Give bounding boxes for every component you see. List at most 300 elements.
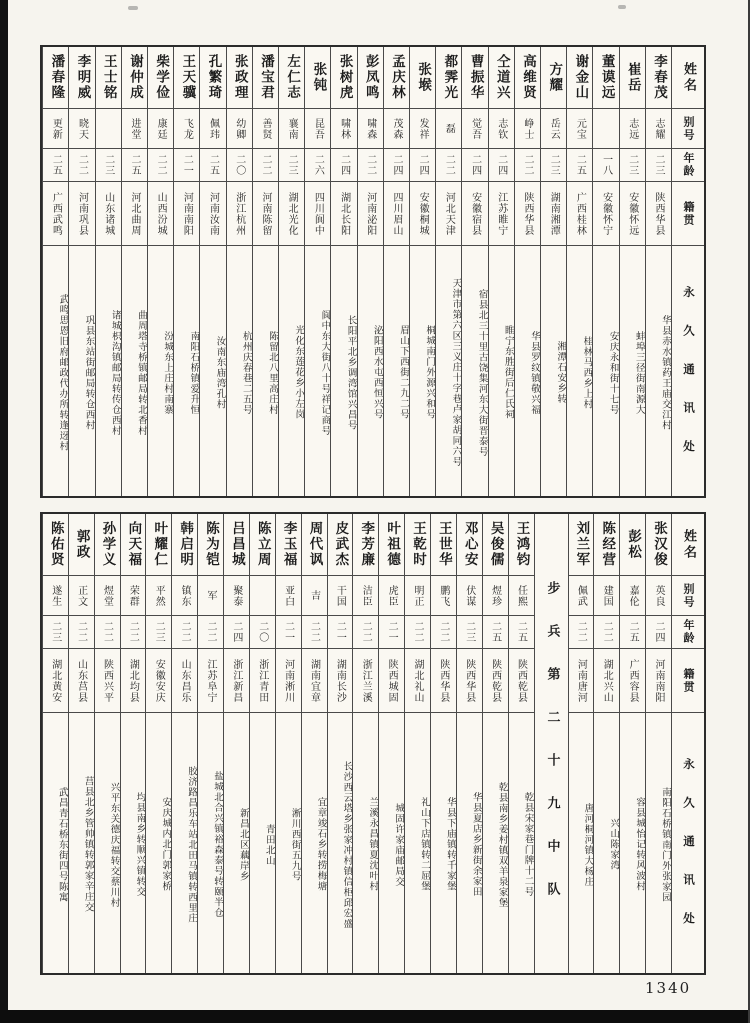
person-name: 柴学俭 [148, 47, 173, 109]
person-alias: 峥士 [515, 109, 540, 149]
person-name: 谢仲成 [122, 47, 147, 109]
person-address: 汝南东庙湾孔村 [214, 335, 226, 410]
person-address: 桂林马西乡上村 [581, 335, 593, 410]
person-address: 华县赤水镇药王庙交江村 [660, 314, 671, 431]
person-column [121, 47, 147, 496]
person-address: 曲周塔寺桥镇邮局转北香村 [135, 309, 147, 436]
person-address: 兰溪永昌镇夏沈叶村 [367, 797, 379, 892]
person-age: 二一 [328, 616, 353, 649]
person-native: 浙江杭州 [227, 182, 252, 246]
person-alias: 幼卿 [227, 109, 252, 149]
person-address: 淅川西街五九号 [289, 807, 301, 882]
person-address: 莒县北乡管帅镇转郭家辛庄交 [82, 776, 94, 913]
person-name: 谢金山 [567, 47, 592, 109]
person-address: 乾县南乡姜村镇双羊泉家堡 [496, 781, 508, 908]
person-address: 安庆城内北门郭家桥 [160, 797, 172, 892]
person-column [68, 47, 94, 496]
person-column [566, 47, 592, 496]
person-alias: 军 [198, 576, 223, 616]
person-age: 二〇 [227, 149, 252, 182]
person-native: 安徽桐城 [410, 182, 435, 246]
person-native: 河北曲周 [122, 182, 147, 246]
person-age: 二二 [69, 149, 94, 182]
person-age: 二二 [436, 149, 461, 182]
person-column [223, 514, 249, 973]
person-native: 河南巩县 [69, 182, 94, 246]
person-column [456, 514, 482, 973]
person-address: 南阳石桥镇南门外张家园 [660, 786, 671, 903]
column-header-age: 年龄 [672, 149, 704, 182]
person-column [145, 514, 171, 973]
person-address: 长阳平北乡调湾馆兴昌号 [345, 314, 357, 431]
person-name: 周代讽 [302, 514, 327, 576]
column-header-native: 籍贯 [672, 649, 704, 713]
person-age: 二二 [405, 616, 430, 649]
person-name: 叶祖德 [379, 514, 404, 576]
person-name: 孙学义 [95, 514, 120, 576]
person-address: 湘潭石安乡转 [555, 341, 567, 404]
person-age: 二三 [96, 149, 121, 182]
person-alias: 煜珍 [483, 576, 508, 616]
person-column [197, 514, 223, 973]
person-column [42, 47, 68, 496]
person-address: 青田北山 [263, 823, 275, 866]
roster-table-bottom [40, 512, 706, 975]
person-age: 二二 [121, 616, 146, 649]
person-address: 长沙西云塔乡张家冲村镇信柜邱宏盛 [341, 760, 353, 929]
person-native: 广西容县 [620, 649, 645, 713]
person-address: 兴平东关德庆福转交蔡川村 [108, 781, 120, 908]
column-header-age: 年龄 [672, 616, 704, 649]
person-age: 二二 [198, 616, 223, 649]
person-age: 二五 [122, 149, 147, 182]
person-address: 武昌青石桥东街四号陈寓 [56, 786, 68, 903]
person-alias: 煜堂 [95, 576, 120, 616]
person-alias: 鹏飞 [431, 576, 456, 616]
person-name: 孔繁琦 [200, 47, 225, 109]
person-address: 安庆永和街十七号 [607, 330, 619, 415]
person-age: 二四 [646, 616, 671, 649]
person-native: 陕西华县 [515, 182, 540, 246]
person-alias: 啸森 [358, 109, 383, 149]
person-alias: 嘉伦 [620, 576, 645, 616]
person-address: 诸城枳沟镇邮局转传仓西村 [109, 309, 121, 436]
person-age: 二一 [276, 616, 301, 649]
person-alias: 觉吾 [462, 109, 487, 149]
person-name: 邓心安 [457, 514, 482, 576]
person-alias: 飞龙 [174, 109, 199, 149]
person-alias: 聚泰 [224, 576, 249, 616]
person-age: 一八 [593, 149, 618, 182]
person-age: 二三 [541, 149, 566, 182]
person-name: 潘宝君 [253, 47, 278, 109]
person-column [568, 514, 594, 973]
person-native: 陕西乾县 [509, 649, 534, 713]
person-column [199, 47, 225, 496]
person-column [409, 47, 435, 496]
person-name: 曹振华 [462, 47, 487, 109]
person-column [378, 514, 404, 973]
person-age: 二三 [457, 616, 482, 649]
person-native: 山东诸城 [96, 182, 121, 246]
person-alias [250, 576, 275, 616]
person-name: 郭政 [69, 514, 94, 576]
person-age: 二二 [148, 149, 173, 182]
person-alias: 啸林 [331, 109, 356, 149]
person-name: 董谟远 [593, 47, 618, 109]
person-native: 陕西乾县 [483, 649, 508, 713]
person-column [68, 514, 94, 973]
person-address: 容县城怡记转风波村 [634, 797, 646, 892]
person-native: 安徽怀远 [620, 182, 645, 246]
column-header-native: 籍贯 [672, 182, 704, 246]
person-address: 华县罗纹镇敬兴福 [528, 330, 540, 415]
person-alias: 正文 [69, 576, 94, 616]
person-name: 皮武杰 [328, 514, 353, 576]
person-address: 均县南乡转顺兴镇转交 [134, 792, 146, 897]
person-age: 二二 [95, 616, 120, 649]
person-age: 二六 [305, 149, 330, 182]
person-age: 二三 [279, 149, 304, 182]
person-column [330, 47, 356, 496]
person-alias: 进堂 [122, 109, 147, 149]
person-column [301, 514, 327, 973]
person-age: 二二 [172, 616, 197, 649]
person-name: 仝道兴 [489, 47, 514, 109]
person-name: 都霁光 [436, 47, 461, 109]
person-address: 泌阳西水屯西恒兴号 [371, 325, 383, 420]
person-address: 巩县东站街邮局转仓西村 [83, 314, 95, 431]
person-native: 安徽安庆 [146, 649, 171, 713]
person-column [461, 47, 487, 496]
person-native: 江苏阜宁 [198, 649, 223, 713]
person-alias: 晓天 [69, 109, 94, 149]
person-name: 陈经营 [594, 514, 619, 576]
person-native: 浙江青田 [250, 649, 275, 713]
person-address: 睢宁东胜街后仁氏祠 [502, 325, 514, 420]
person-name: 张政理 [227, 47, 252, 109]
person-column [430, 514, 456, 973]
person-alias [593, 109, 618, 149]
person-column [327, 514, 353, 973]
column-header-name: 姓名 [672, 514, 704, 576]
person-age: 二五 [483, 616, 508, 649]
person-name: 向天福 [121, 514, 146, 576]
column-header-alias: 别号 [672, 109, 704, 149]
column-header-address: 永久通讯处 [682, 285, 696, 479]
person-alias: 洁臣 [353, 576, 378, 616]
person-alias: 岳云 [541, 109, 566, 149]
person-native: 陕西华县 [457, 649, 482, 713]
scan-smudge [128, 6, 138, 10]
person-address: 乾县宋家巷门牌十二号 [522, 792, 534, 897]
person-native: 陕西华县 [646, 182, 671, 246]
person-name: 叶耀仁 [146, 514, 171, 576]
person-age: 二二 [358, 149, 383, 182]
person-name: 王鸿钧 [509, 514, 534, 576]
unit-title: 步兵第二十九中队 [544, 580, 560, 925]
person-age: 二四 [489, 149, 514, 182]
person-native: 山东昌乐 [172, 649, 197, 713]
person-alias: 虎臣 [379, 576, 404, 616]
person-name: 陈立周 [250, 514, 275, 576]
person-column [304, 47, 330, 496]
person-alias: 伏谋 [457, 576, 482, 616]
person-name: 张汉俊 [646, 514, 671, 576]
person-age: 二四 [331, 149, 356, 182]
person-alias: 平然 [146, 576, 171, 616]
person-column [249, 514, 275, 973]
person-address: 南阳石桥镇爱升恒 [188, 330, 200, 415]
person-age: 二三 [646, 149, 671, 182]
person-native: 安徽怀宁 [593, 182, 618, 246]
person-column [645, 514, 671, 973]
person-column [482, 514, 508, 973]
person-age: 二四 [462, 149, 487, 182]
person-column [226, 47, 252, 496]
scan-edge-bottom [0, 1010, 750, 1023]
person-alias: 明正 [405, 576, 430, 616]
person-name: 潘春隆 [43, 47, 68, 109]
person-address: 唐河桐河镇大杨庄 [582, 802, 594, 887]
column-header-alias: 别号 [672, 576, 704, 616]
person-native: 江苏睢宁 [489, 182, 514, 246]
person-age: 二五 [200, 149, 225, 182]
person-age: 二三 [620, 149, 645, 182]
person-age: 二五 [43, 149, 68, 182]
person-native: 河南唐河 [569, 649, 594, 713]
person-column [252, 47, 278, 496]
person-age: 二三 [146, 616, 171, 649]
person-age: 二一 [174, 149, 199, 182]
person-age: 二二 [353, 616, 378, 649]
person-age: 二二 [594, 616, 619, 649]
person-column [619, 514, 645, 973]
person-alias: 志钦 [489, 109, 514, 149]
person-age: 二二 [253, 149, 278, 182]
person-age: 二二 [302, 616, 327, 649]
person-name: 李芳廉 [353, 514, 378, 576]
person-column [593, 514, 619, 973]
person-name: 陈为铠 [198, 514, 223, 576]
person-address: 新昌北区藕岸乡 [237, 807, 249, 882]
person-name: 张树虎 [331, 47, 356, 109]
person-native: 浙江兰溪 [353, 649, 378, 713]
person-age: 二一 [379, 616, 404, 649]
person-alias: 英良 [646, 576, 671, 616]
person-alias: 元宝 [567, 109, 592, 149]
person-native: 陕西兴平 [95, 649, 120, 713]
person-column [147, 47, 173, 496]
person-address: 眉山下西街二九二号 [397, 325, 409, 420]
person-name: 张堠 [410, 47, 435, 109]
person-address: 华县夏店乡新街余家田 [470, 792, 482, 897]
person-address: 武鸣思恩旧府邮政代办所转逢迓村 [57, 293, 69, 452]
person-alias: 更新 [43, 109, 68, 149]
person-address: 桐城南门外源兴和号 [424, 325, 436, 420]
person-age: 二二 [569, 616, 594, 649]
person-name: 陈佑贤 [43, 514, 68, 576]
person-address: 宜章竣石乡转捞梅塘 [315, 797, 327, 892]
person-alias: 茂森 [384, 109, 409, 149]
person-alias: 佩玮 [200, 109, 225, 149]
person-name: 刘兰军 [569, 514, 594, 576]
person-address: 兴山陈家湾 [608, 818, 620, 871]
person-name: 韩启明 [172, 514, 197, 576]
person-age: 二三 [43, 616, 68, 649]
person-name: 李玉福 [276, 514, 301, 576]
person-address: 礼山下店镇转二屈堡 [419, 797, 430, 892]
person-native: 河南汝南 [200, 182, 225, 246]
person-column [275, 514, 301, 973]
person-name: 吕昌城 [224, 514, 249, 576]
unit-title-column [534, 514, 568, 973]
person-alias: 建国 [594, 576, 619, 616]
person-native: 安徽宿县 [462, 182, 487, 246]
person-native: 广西桂林 [567, 182, 592, 246]
person-column [42, 514, 68, 973]
person-alias: 昆吾 [305, 109, 330, 149]
person-column [592, 47, 618, 496]
person-age: 二二 [431, 616, 456, 649]
person-alias: 干国 [328, 576, 353, 616]
person-column [435, 47, 461, 496]
person-alias: 遂生 [43, 576, 68, 616]
person-name: 张钝 [305, 47, 330, 109]
person-name: 王天骥 [174, 47, 199, 109]
person-native: 四川眉山 [384, 182, 409, 246]
person-address: 陈留北八里高庄村 [266, 330, 278, 415]
roster-table-top [40, 45, 706, 498]
person-address: 杭州庆春巷二五号 [240, 330, 252, 415]
person-alias: 荣群 [121, 576, 146, 616]
person-column [120, 514, 146, 973]
person-age: 二〇 [250, 616, 275, 649]
person-name: 崔岳 [620, 47, 645, 109]
person-native: 浙江新昌 [224, 649, 249, 713]
person-native: 广西武鸣 [43, 182, 68, 246]
person-alias: 磊 [436, 109, 461, 149]
person-column [540, 47, 566, 496]
person-address: 胶济路昌乐车站北田马镇转西里庄 [186, 765, 198, 924]
person-column [508, 514, 534, 973]
person-native: 湖北黄安 [43, 649, 68, 713]
person-column [171, 514, 197, 973]
person-name: 王士铭 [96, 47, 121, 109]
person-column [94, 514, 120, 973]
person-native: 湖北光化 [279, 182, 304, 246]
person-address: 华县下庙镇转千家堡 [444, 797, 456, 892]
person-native: 湖南长沙 [328, 649, 353, 713]
person-name: 李明威 [69, 47, 94, 109]
person-native: 陕西华县 [431, 649, 456, 713]
person-name: 王乾时 [405, 514, 430, 576]
person-native: 河南泌阳 [358, 182, 383, 246]
person-address: 宿县北三十里古饶集河东大街晋泰号 [476, 288, 488, 457]
person-native: 湖北均县 [121, 649, 146, 713]
person-native: 河北天津 [436, 182, 461, 246]
person-native: 湖北礼山 [405, 649, 430, 713]
person-column [352, 514, 378, 973]
person-age: 二五 [620, 616, 645, 649]
person-name: 彭松 [620, 514, 645, 576]
person-age: 二二 [515, 149, 540, 182]
person-address: 阆中东大街八十号祥记商号 [319, 309, 331, 436]
person-native: 陕西城固 [379, 649, 404, 713]
person-column [95, 47, 121, 496]
person-alias: 志耀 [646, 109, 671, 149]
person-address: 蚌埠三径街南源大 [633, 330, 645, 415]
person-column [645, 47, 671, 496]
person-column [514, 47, 540, 496]
person-column [173, 47, 199, 496]
person-native: 湖南宜章 [302, 649, 327, 713]
person-native: 山西汾城 [148, 182, 173, 246]
person-alias [96, 109, 121, 149]
person-alias: 任熙 [509, 576, 534, 616]
person-native: 湖南湘潭 [541, 182, 566, 246]
person-name: 王世华 [431, 514, 456, 576]
scan-smudge [618, 5, 626, 9]
person-age: 二四 [384, 149, 409, 182]
person-native: 河南南阳 [174, 182, 199, 246]
person-name: 左仁志 [279, 47, 304, 109]
person-age: 二四 [224, 616, 249, 649]
person-name: 高维贤 [515, 47, 540, 109]
person-native: 四川阆中 [305, 182, 330, 246]
person-column [357, 47, 383, 496]
person-column [488, 47, 514, 496]
person-age: 二二 [69, 616, 94, 649]
person-alias: 镇东 [172, 576, 197, 616]
person-alias: 佩武 [569, 576, 594, 616]
row-header-column [671, 514, 704, 973]
person-column [619, 47, 645, 496]
person-native: 湖北兴山 [594, 649, 619, 713]
person-native: 山东莒县 [69, 649, 94, 713]
person-age: 二五 [509, 616, 534, 649]
scan-edge-left [0, 0, 8, 1023]
page-number: 1340 [645, 979, 692, 997]
person-name: 李春茂 [646, 47, 671, 109]
person-address: 盐城北合兴镇裕森泰号转颐半仓 [212, 771, 223, 918]
person-alias: 吉 [302, 576, 327, 616]
column-header-name: 姓名 [672, 47, 704, 109]
person-column [404, 514, 430, 973]
person-native: 河南南阳 [646, 649, 671, 713]
person-alias: 善贤 [253, 109, 278, 149]
person-column [383, 47, 409, 496]
person-address: 城固许家庙邮局交 [393, 802, 405, 887]
person-name: 孟庆林 [384, 47, 409, 109]
person-alias: 康廷 [148, 109, 173, 149]
person-column [278, 47, 304, 496]
person-alias: 志远 [620, 109, 645, 149]
person-address: 光化东莲花乡小左岗 [293, 325, 305, 420]
person-age: 二五 [567, 149, 592, 182]
person-age: 二四 [410, 149, 435, 182]
column-header-address: 永久通讯处 [682, 757, 696, 951]
person-alias: 发祥 [410, 109, 435, 149]
row-header-column [671, 47, 704, 496]
person-alias: 亚白 [276, 576, 301, 616]
person-name: 吴俊儒 [483, 514, 508, 576]
person-alias: 襄南 [279, 109, 304, 149]
person-native: 湖北长阳 [331, 182, 356, 246]
person-address: 汾城东上庄村南寨 [162, 330, 174, 415]
person-name: 彭凤鸣 [358, 47, 383, 109]
person-address: 天津市第六区三义庄十字巷卢家胡同六号 [450, 278, 462, 467]
